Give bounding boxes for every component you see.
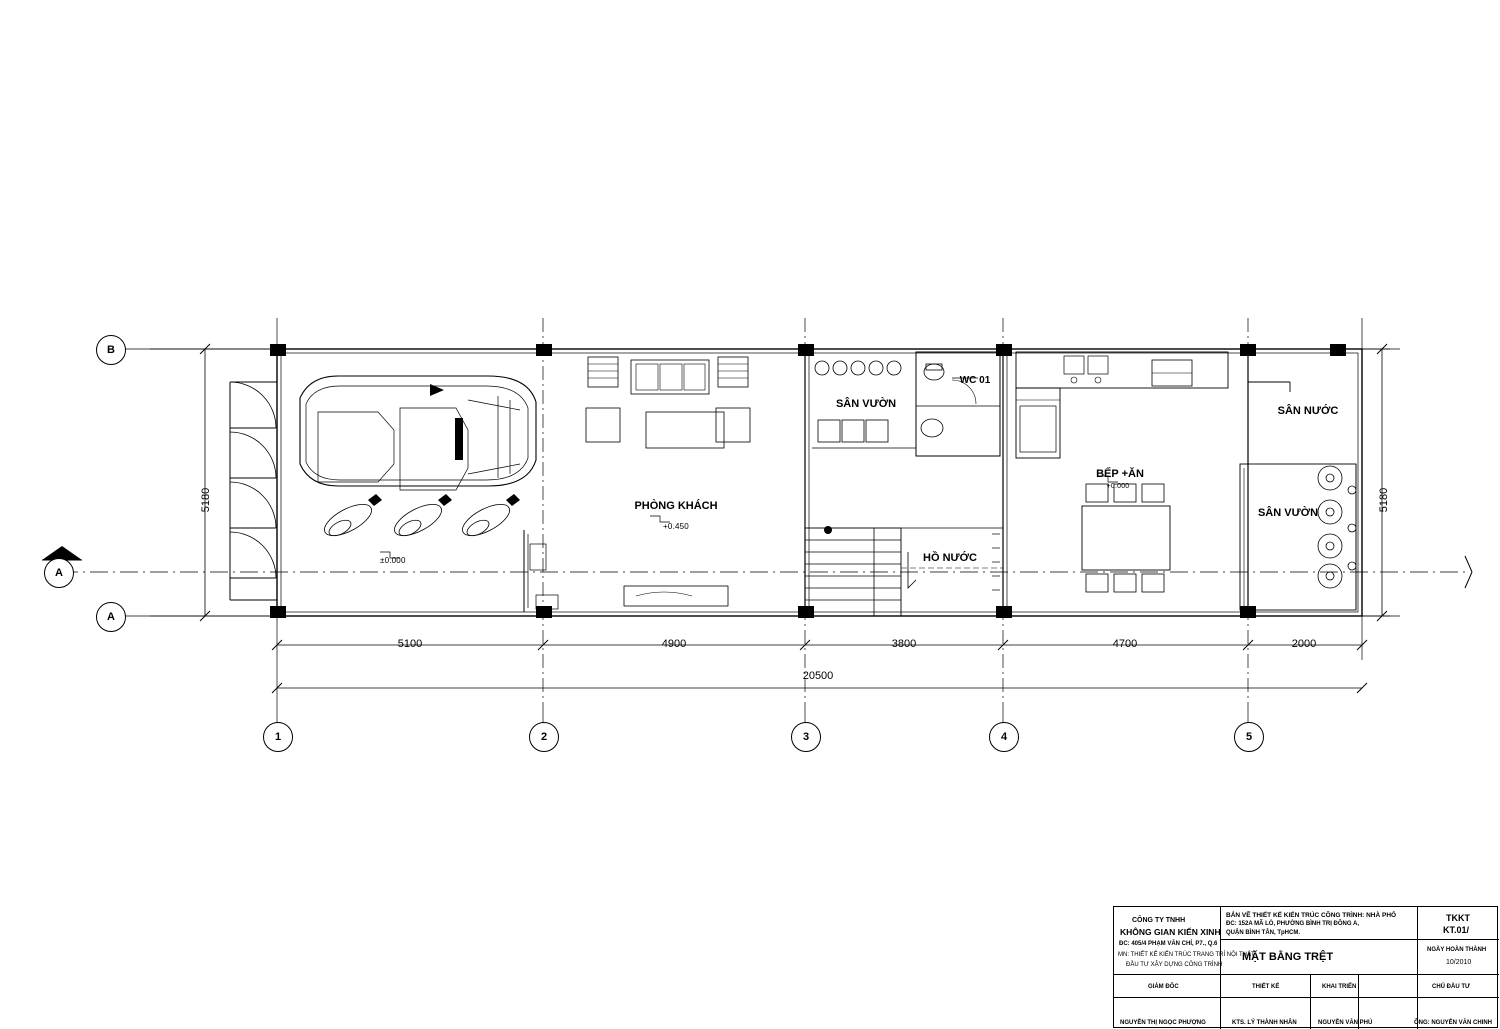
column xyxy=(270,344,286,356)
column xyxy=(1240,606,1256,618)
dim-bay-5: 2000 xyxy=(1291,638,1317,650)
title-block xyxy=(1113,906,1498,1028)
column xyxy=(798,606,814,618)
role-drafter: KHAI TRIỂN xyxy=(1322,984,1357,990)
role-director: GIÁM ĐỐC xyxy=(1148,984,1179,990)
grid-bubble-4: 4 xyxy=(989,722,1019,752)
room-label-living: PHÒNG KHÁCH xyxy=(634,500,718,512)
company-scope-2: ĐẦU TƯ XÂY DỰNG CÔNG TRÌNH xyxy=(1126,962,1223,968)
dim-overall: 20500 xyxy=(802,670,834,682)
level-kitchen: +0.000 xyxy=(1106,483,1130,490)
name-drafter: NGUYỄN VĂN PHÚ xyxy=(1318,1020,1373,1026)
name-investor: ÔNG: NGUYỄN VĂN CHINH xyxy=(1414,1020,1493,1026)
company-label: CÔNG TY TNHH xyxy=(1132,917,1186,924)
sheet-title: MẶT BẰNG TRỆT xyxy=(1242,951,1334,963)
room-label-water-yard: SÂN NƯỚC xyxy=(1277,405,1339,417)
room-label-kitchen-dining: BẾP +ĂN xyxy=(1096,468,1144,480)
room-label-garden-front: SÂN VƯỜN xyxy=(835,398,897,410)
grid-bubble-5: 5 xyxy=(1234,722,1264,752)
dim-bay-3: 3800 xyxy=(891,638,917,650)
role-investor: CHỦ ĐẦU TƯ xyxy=(1432,984,1470,990)
sheet-code-2: KT.01/ xyxy=(1443,925,1470,935)
column xyxy=(1330,344,1346,356)
project-line-2: ĐC: 152A MÃ LÒ, PHƯỜNG BÌNH TRỊ ĐÔNG A, xyxy=(1226,921,1359,927)
room-label-garden-rear: SÂN VƯỜN xyxy=(1257,507,1319,519)
project-line-3: QUẬN BÌNH TÂN, TpHCM. xyxy=(1226,930,1300,936)
grid-bubble-2: 2 xyxy=(529,722,559,752)
level-living: +0.450 xyxy=(663,522,689,531)
sheet-code-1: TKKT xyxy=(1446,913,1470,923)
room-label-water-tank: HỒ NƯỚC xyxy=(923,552,977,564)
column xyxy=(1240,344,1256,356)
grid-bubble-a: A xyxy=(96,602,126,632)
date-value: 10/2010 xyxy=(1446,959,1472,966)
column xyxy=(996,344,1012,356)
name-designer: KTS. LÝ THÀNH NHÂN xyxy=(1232,1020,1297,1026)
dim-left-height: 5180 xyxy=(200,487,212,513)
dim-bay-4: 4700 xyxy=(1112,638,1138,650)
company-address: ĐC: 405/4 PHẠM VĂN CHÍ, P7., Q.6 xyxy=(1119,941,1218,947)
company-name: KHÔNG GIAN KIẾN XINH xyxy=(1120,927,1221,937)
room-label-wc: WC 01 xyxy=(959,375,991,386)
column xyxy=(536,606,552,618)
level-garage: ±0.000 xyxy=(380,556,406,565)
dim-bay-2: 4900 xyxy=(661,638,687,650)
dim-bay-1: 5100 xyxy=(397,638,423,650)
date-label: NGÀY HOÀN THÀNH xyxy=(1427,947,1487,953)
role-designer: THIẾT KẾ xyxy=(1252,984,1280,990)
column xyxy=(996,606,1012,618)
name-director: NGUYỄN THỊ NGỌC PHƯỢNG xyxy=(1120,1020,1206,1026)
section-marker-a: A xyxy=(44,558,74,588)
grid-bubble-b: B xyxy=(96,335,126,365)
company-scope-1: MN: THIẾT KẾ KIẾN TRÚC TRANG TRÍ NỘI THẤT xyxy=(1118,952,1255,958)
column xyxy=(798,344,814,356)
column xyxy=(270,606,286,618)
column xyxy=(536,344,552,356)
project-line-1: BẢN VẼ THIẾT KẾ KIẾN TRÚC CÔNG TRÌNH: NHÀ PHỐ xyxy=(1226,912,1397,919)
grid-bubble-3: 3 xyxy=(791,722,821,752)
grid-bubble-1: 1 xyxy=(263,722,293,752)
dim-right-height: 5180 xyxy=(1378,487,1390,513)
